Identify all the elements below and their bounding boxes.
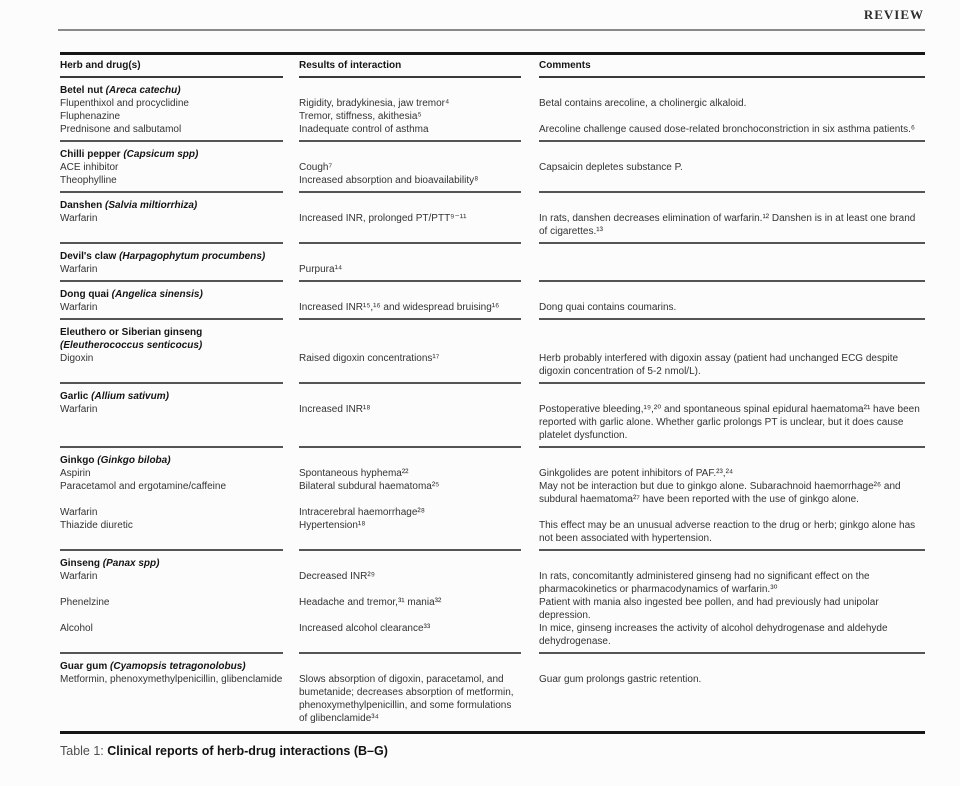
herb-latin-name: (Allium sativum) bbox=[91, 391, 169, 402]
column-header-herb: Herb and drug(s) bbox=[60, 60, 141, 71]
section-title-row bbox=[60, 326, 925, 352]
comment-cell: Betal contains arecoline, a cholinergic alkaloid. bbox=[539, 98, 747, 109]
separator-segment bbox=[539, 242, 925, 244]
herb-interactions-table bbox=[60, 52, 925, 734]
section-title-cell bbox=[60, 199, 283, 212]
herb-section bbox=[60, 193, 925, 244]
herb-name: Dong quai bbox=[60, 289, 109, 300]
separator-segment bbox=[60, 318, 283, 320]
drug-cell: Thiazide diuretic bbox=[60, 520, 133, 531]
table-caption bbox=[60, 743, 925, 759]
table-header-rule bbox=[60, 76, 925, 78]
drug-cell: Phenelzine bbox=[60, 597, 110, 608]
comment-cell: Ginkgolides are potent inhibitors of PAF.²³,²⁴ bbox=[539, 468, 734, 479]
section-title-cell bbox=[60, 557, 283, 570]
table-row bbox=[60, 263, 925, 276]
drug-cell: Theophylline bbox=[60, 175, 117, 186]
separator-segment bbox=[299, 280, 521, 282]
table-row bbox=[60, 352, 925, 378]
section-title-cell bbox=[60, 250, 283, 263]
table-row bbox=[60, 673, 925, 725]
comment-cell: In rats, danshen decreases elimination of warfarin.¹² Danshen is in at least one brand of cigarettes.¹³ bbox=[539, 213, 916, 237]
section-separator bbox=[60, 242, 925, 244]
section-title-cell bbox=[60, 390, 283, 403]
section-title-row bbox=[60, 390, 925, 403]
result-cell: Purpura¹⁴ bbox=[299, 264, 343, 275]
result-cell: Spontaneous hyphema²² bbox=[299, 468, 409, 479]
result-cell: Headache and tremor,³¹ mania³² bbox=[299, 597, 442, 608]
drug-cell: ACE inhibitor bbox=[60, 162, 119, 173]
separator-segment bbox=[299, 652, 521, 654]
separator-segment bbox=[60, 140, 283, 142]
section-title-cell bbox=[60, 326, 283, 352]
table-row bbox=[60, 622, 925, 648]
table-row bbox=[60, 97, 925, 110]
section-separator bbox=[60, 382, 925, 384]
separator-segment bbox=[60, 242, 283, 244]
table-row bbox=[60, 123, 925, 136]
table-row bbox=[60, 174, 925, 187]
section-separator bbox=[60, 191, 925, 193]
section-separator bbox=[60, 318, 925, 320]
separator-segment bbox=[539, 652, 925, 654]
section-separator bbox=[60, 652, 925, 654]
herb-name: Guar gum bbox=[60, 661, 108, 672]
result-cell: Increased alcohol clearance³³ bbox=[299, 623, 431, 634]
separator-segment bbox=[60, 652, 283, 654]
herb-latin-name: (Eleutherococcus senticocus) bbox=[60, 340, 203, 351]
column-header-results: Results of interaction bbox=[299, 60, 402, 71]
separator-segment bbox=[299, 549, 521, 551]
section-rows bbox=[60, 212, 925, 238]
table-row bbox=[60, 110, 925, 123]
separator-segment bbox=[539, 446, 925, 448]
section-title-row bbox=[60, 84, 925, 97]
drug-cell: Warfarin bbox=[60, 302, 98, 313]
herb-section bbox=[60, 320, 925, 384]
section-rows bbox=[60, 263, 925, 276]
section-title-cell bbox=[60, 148, 283, 161]
herb-name: Ginseng bbox=[60, 558, 101, 569]
section-title-cell bbox=[60, 660, 283, 673]
herb-section bbox=[60, 282, 925, 320]
separator-segment bbox=[299, 318, 521, 320]
section-rows bbox=[60, 673, 925, 725]
section-title-row bbox=[60, 557, 925, 570]
comment-cell: May not be interaction but due to ginkgo alone. Subarachnoid haemorrhage²⁶ and subdural haematoma²⁷ have been reported with the use of ginkgo alone. bbox=[539, 481, 901, 505]
section-title-row bbox=[60, 250, 925, 263]
result-cell: Slows absorption of digoxin, paracetamol, and bumetanide; decreases absorption of metformin, phenoxymethylpenicillin, and some formulations of glibenclamide³⁴ bbox=[299, 674, 514, 724]
section-rows bbox=[60, 467, 925, 545]
drug-cell: Warfarin bbox=[60, 571, 98, 582]
comment-cell: Herb probably interfered with digoxin assay (patient had unchanged ECG despite digoxin concentration of 5-2 nmol/L). bbox=[539, 353, 899, 377]
comment-cell: In mice, ginseng increases the activity of alcohol dehydrogenase and aldehyde dehydrogenase. bbox=[539, 623, 888, 647]
separator-segment bbox=[539, 549, 925, 551]
separator-segment bbox=[60, 191, 283, 193]
section-rows bbox=[60, 161, 925, 187]
separator-segment bbox=[60, 382, 283, 384]
table-row bbox=[60, 570, 925, 596]
herb-name: Danshen bbox=[60, 200, 103, 211]
separator-segment bbox=[60, 280, 283, 282]
section-rows bbox=[60, 97, 925, 136]
separator-segment bbox=[299, 191, 521, 193]
herb-latin-name: (Areca catechu) bbox=[105, 85, 181, 96]
result-cell: Intracerebral haemorrhage²⁸ bbox=[299, 507, 425, 518]
section-separator bbox=[60, 280, 925, 282]
table-row bbox=[60, 161, 925, 174]
review-tag: REVIEW bbox=[863, 7, 924, 22]
drug-cell: Warfarin bbox=[60, 404, 98, 415]
result-cell: Cough⁷ bbox=[299, 162, 333, 173]
herb-section bbox=[60, 654, 925, 725]
table-row bbox=[60, 480, 925, 506]
section-title-row bbox=[60, 454, 925, 467]
herb-section bbox=[60, 551, 925, 654]
comment-cell: Postoperative bleeding,¹⁹,²⁰ and spontaneous spinal epidural haematoma²¹ have been reported with garlic alone. Whether garlic prolongs PT is unclear, but it does cause platelet dysfunction. bbox=[539, 404, 920, 441]
result-cell: Hypertension¹⁸ bbox=[299, 520, 366, 531]
table-bottom-rule bbox=[60, 731, 925, 734]
drug-cell: Alcohol bbox=[60, 623, 93, 634]
header-rule-segment bbox=[60, 76, 283, 78]
header-rule-segment bbox=[539, 76, 925, 78]
drug-cell: Warfarin bbox=[60, 507, 98, 518]
column-header-comments: Comments bbox=[539, 60, 591, 71]
section-separator bbox=[60, 549, 925, 551]
herb-section bbox=[60, 384, 925, 448]
herb-latin-name: (Cyamopsis tetragonolobus) bbox=[110, 661, 246, 672]
page-header-rule bbox=[58, 29, 925, 31]
separator-segment bbox=[299, 242, 521, 244]
section-title-row bbox=[60, 199, 925, 212]
result-cell: Bilateral subdural haematoma²⁵ bbox=[299, 481, 440, 492]
section-rows bbox=[60, 352, 925, 378]
drug-cell: Warfarin bbox=[60, 213, 98, 224]
herb-name: Betel nut bbox=[60, 85, 103, 96]
section-rows bbox=[60, 301, 925, 314]
herb-name: Garlic bbox=[60, 391, 89, 402]
section-rows bbox=[60, 403, 925, 442]
drug-cell: Metformin, phenoxymethylpenicillin, glibenclamide bbox=[60, 674, 283, 685]
result-cell: Decreased INR²⁹ bbox=[299, 571, 375, 582]
table-row bbox=[60, 506, 925, 519]
result-cell: Raised digoxin concentrations¹⁷ bbox=[299, 353, 440, 364]
table-row bbox=[60, 596, 925, 622]
section-rows bbox=[60, 570, 925, 648]
herb-section bbox=[60, 244, 925, 282]
section-title-row bbox=[60, 148, 925, 161]
herb-latin-name: (Salvia miltiorrhiza) bbox=[105, 200, 198, 211]
table-row bbox=[60, 519, 925, 545]
separator-segment bbox=[539, 280, 925, 282]
section-title-cell bbox=[60, 288, 283, 301]
herb-section bbox=[60, 78, 925, 142]
table-header-row bbox=[60, 55, 925, 76]
comment-cell: Dong quai contains coumarins. bbox=[539, 302, 677, 313]
separator-segment bbox=[539, 140, 925, 142]
herb-name: Devil's claw bbox=[60, 251, 117, 262]
herb-section bbox=[60, 448, 925, 551]
section-title-row bbox=[60, 288, 925, 301]
herb-latin-name: (Panax spp) bbox=[102, 558, 160, 569]
result-cell: Increased INR, prolonged PT/PTT⁹⁻¹¹ bbox=[299, 213, 467, 224]
separator-segment bbox=[539, 318, 925, 320]
herb-latin-name: (Ginkgo biloba) bbox=[97, 455, 171, 466]
result-cell: Increased INR¹⁸ bbox=[299, 404, 371, 415]
herb-name: Eleuthero or Siberian ginseng bbox=[60, 327, 203, 338]
comment-cell: In rats, concomitantly administered ginseng had no significant effect on the pharmacokinetics or pharmacodynamics of warfarin.³⁰ bbox=[539, 571, 870, 595]
herb-latin-name: (Angelica sinensis) bbox=[111, 289, 203, 300]
herb-section bbox=[60, 142, 925, 193]
table-row bbox=[60, 212, 925, 238]
drug-cell: Prednisone and salbutamol bbox=[60, 124, 182, 135]
separator-segment bbox=[299, 140, 521, 142]
separator-segment bbox=[539, 191, 925, 193]
section-title-cell bbox=[60, 84, 283, 97]
drug-cell: Digoxin bbox=[60, 353, 94, 364]
drug-cell: Fluphenazine bbox=[60, 111, 121, 122]
separator-segment bbox=[60, 446, 283, 448]
separator-segment bbox=[299, 382, 521, 384]
caption-text: Clinical reports of herb-drug interactions (B–G) bbox=[107, 744, 388, 758]
comment-cell: Arecoline challenge caused dose-related bronchoconstriction in six asthma patients.⁶ bbox=[539, 124, 915, 135]
result-cell: Inadequate control of asthma bbox=[299, 124, 429, 135]
herb-name: Chilli pepper bbox=[60, 149, 121, 160]
result-cell: Increased INR¹⁵,¹⁶ and widespread bruising¹⁶ bbox=[299, 302, 500, 313]
herb-latin-name: (Harpagophytum procumbens) bbox=[119, 251, 266, 262]
header-rule-segment bbox=[299, 76, 521, 78]
separator-segment bbox=[299, 446, 521, 448]
section-title-cell bbox=[60, 454, 283, 467]
separator-segment bbox=[539, 382, 925, 384]
table-row bbox=[60, 467, 925, 480]
drug-cell: Paracetamol and ergotamine/caffeine bbox=[60, 481, 227, 492]
result-cell: Rigidity, bradykinesia, jaw tremor⁴ bbox=[299, 98, 450, 109]
result-cell: Tremor, stiffness, akithesia⁵ bbox=[299, 111, 422, 122]
comment-cell: This effect may be an unusual adverse reaction to the drug or herb; ginkgo alone has not been associated with hypertension. bbox=[539, 520, 916, 544]
drug-cell: Aspirin bbox=[60, 468, 91, 479]
drug-cell: Warfarin bbox=[60, 264, 98, 275]
caption-label: Table 1: bbox=[60, 744, 104, 758]
section-separator bbox=[60, 140, 925, 142]
separator-segment bbox=[60, 549, 283, 551]
comment-cell: Guar gum prolongs gastric retention. bbox=[539, 674, 702, 685]
section-title-row bbox=[60, 660, 925, 673]
table-body bbox=[60, 78, 925, 725]
section-separator bbox=[60, 446, 925, 448]
herb-name: Ginkgo bbox=[60, 455, 95, 466]
table-row bbox=[60, 403, 925, 442]
table-row bbox=[60, 301, 925, 314]
herb-latin-name: (Capsicum spp) bbox=[123, 149, 199, 160]
drug-cell: Flupenthixol and procyclidine bbox=[60, 98, 189, 109]
comment-cell: Patient with mania also ingested bee pollen, and had previously had unipolar depression. bbox=[539, 597, 879, 621]
result-cell: Increased absorption and bioavailability⁸ bbox=[299, 175, 479, 186]
comment-cell: Capsaicin depletes substance P. bbox=[539, 162, 683, 173]
